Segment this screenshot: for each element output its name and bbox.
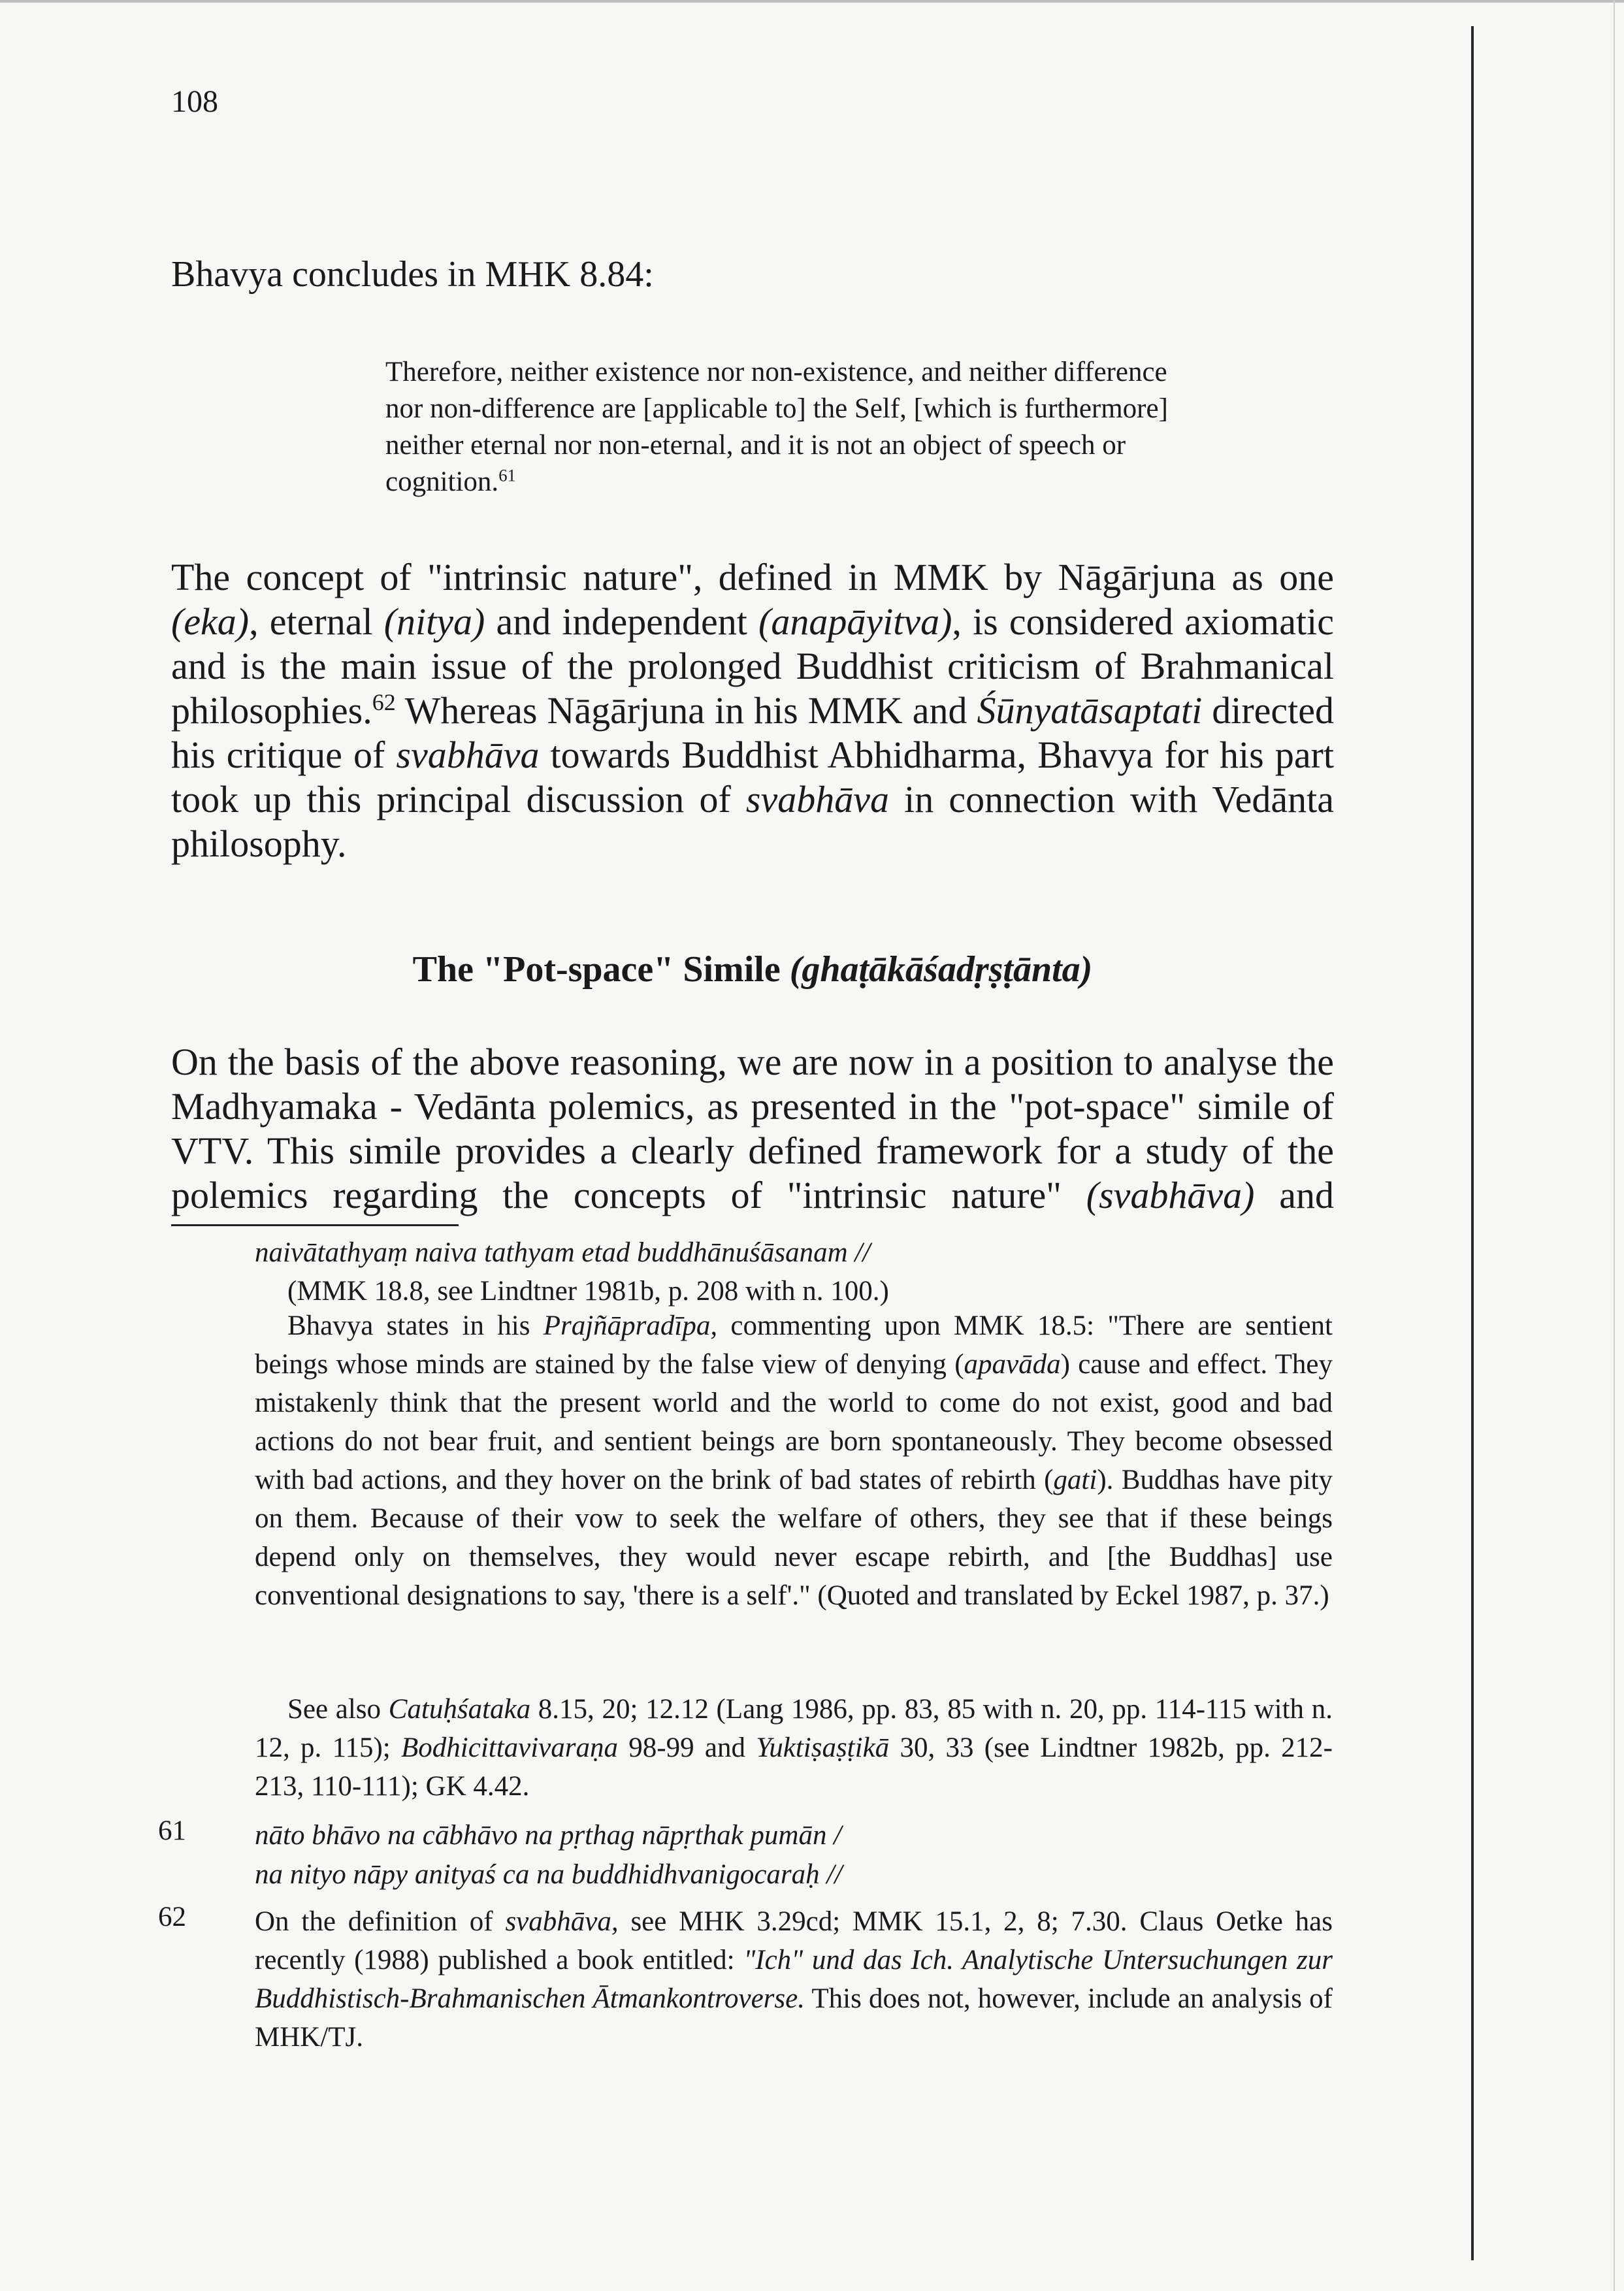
footnote-continuation-citation: (MMK 18.8, see Lindtner 1981b, p. 208 with n. 100.): [287, 1276, 889, 1307]
footnote-number-62: 62: [158, 1902, 186, 1932]
section-heading: The "Pot-space" Simile (ghaṭākāśadṛṣṭānta): [412, 949, 1093, 990]
footnote-see-also-paragraph: See also Catuḥśataka 8.15, 20; 12.12 (Lang 1986, pp. 83, 85 with n. 20, pp. 114-115 with n. 12, p. 115); Bodhicittavivaraṇa 98-99 and Yuktiṣaṣṭikā 30, 33 (see Lindtner 1982b, pp. 212-213, 110-111); GK 4.42.: [255, 1694, 1333, 1802]
footnote-bhavya-paragraph: Bhavya states in his Prajñāpradīpa, commenting upon MMK 18.5: "There are sentient beings whose minds are stained by the false view of denying (apavāda) cause and effect. They mistakenly think that the present world and the world to come do not exist, good and bad actions do not bear fruit, and sentient beings are born spontaneously. They become obsessed with bad actions, and they hover on the brink of bad states of rebirth (gati). Buddhas have pity on them. Because of their vow to seek the welfare of others, they see that if these beings depend only on themselves, they would never escape rebirth, and [the Buddhas] use conventional designations to say, 'there is a self'." (Quoted and translated by Eckel 1987, p. 37.): [255, 1310, 1333, 1611]
footnote-ref-61[interactable]: 61: [498, 465, 516, 485]
footnote-ref-62[interactable]: 62: [372, 689, 396, 716]
paragraph-pot-space: On the basis of the above reasoning, we are now in a position to analyse the Madhyamaka - Vedānta polemics, as presented in the "pot-space" simile of VTV. This simile provides a clearly defined framework for a study of the polemics regarding the concepts of "intrinsic nature" (svabhāva) and: [171, 1041, 1334, 1216]
footnote-61-verse-line1: nāto bhāvo na cābhāvo na pṛthag nāpṛthak pumān /: [255, 1820, 842, 1851]
footnote-number-61: 61: [158, 1815, 186, 1846]
quote-text: Therefore, neither existence nor non-existence, and neither difference nor non-difference are [applicable to] the Self, [which is furthermore] neither eternal nor non-eternal, and it is not an object of speech or cognition.: [385, 357, 1168, 497]
paragraph-intrinsic-nature: The concept of "intrinsic nature", defined in MMK by Nāgārjuna as one (eka), eternal (nitya) and independent (anapāyitva), is considered axiomatic and is the main issue of the prolonged Buddhist criticism of Brahmanical philosophies.$^{62}$ Whereas Nāgārjuna in his MMK and Śūnyatāsaptati directed his critique of svabhāva towards Buddhist Abhidharma, Bhavya for his part took up this principal discussion of svabhāva in connection with Vedānta philosophy.: [171, 556, 1334, 865]
intro-line: Bhavya concludes in MHK 8.84:: [171, 254, 654, 295]
footnote-61-verse-line2: na nityo nāpy anityaś ca na buddhidhvanigocaraḥ //: [255, 1859, 843, 1890]
block-quote: [385, 354, 1209, 500]
scan-top-edge: [0, 0, 1624, 3]
page-number: 108: [171, 84, 218, 119]
footnote-divider: [171, 1224, 459, 1226]
footnote-continuation-verse: naivātathyaṃ naiva tathyam etad buddhānuśāsanam //: [255, 1237, 871, 1268]
scan-binding-shadow: [1471, 26, 1474, 2260]
scan-page-edge: [1614, 0, 1615, 2291]
footnote-62-text: On the definition of svabhāva, see MHK 3.29cd; MMK 15.1, 2, 8; 7.30. Claus Oetke has recently (1988) published a book entitled: "Ich" und das Ich. Analytische Untersuchungen zur Buddhistisch-Brahmanischen Ātmankontroverse. This does not, however, include an analysis of MHK/TJ.: [255, 1906, 1333, 2053]
